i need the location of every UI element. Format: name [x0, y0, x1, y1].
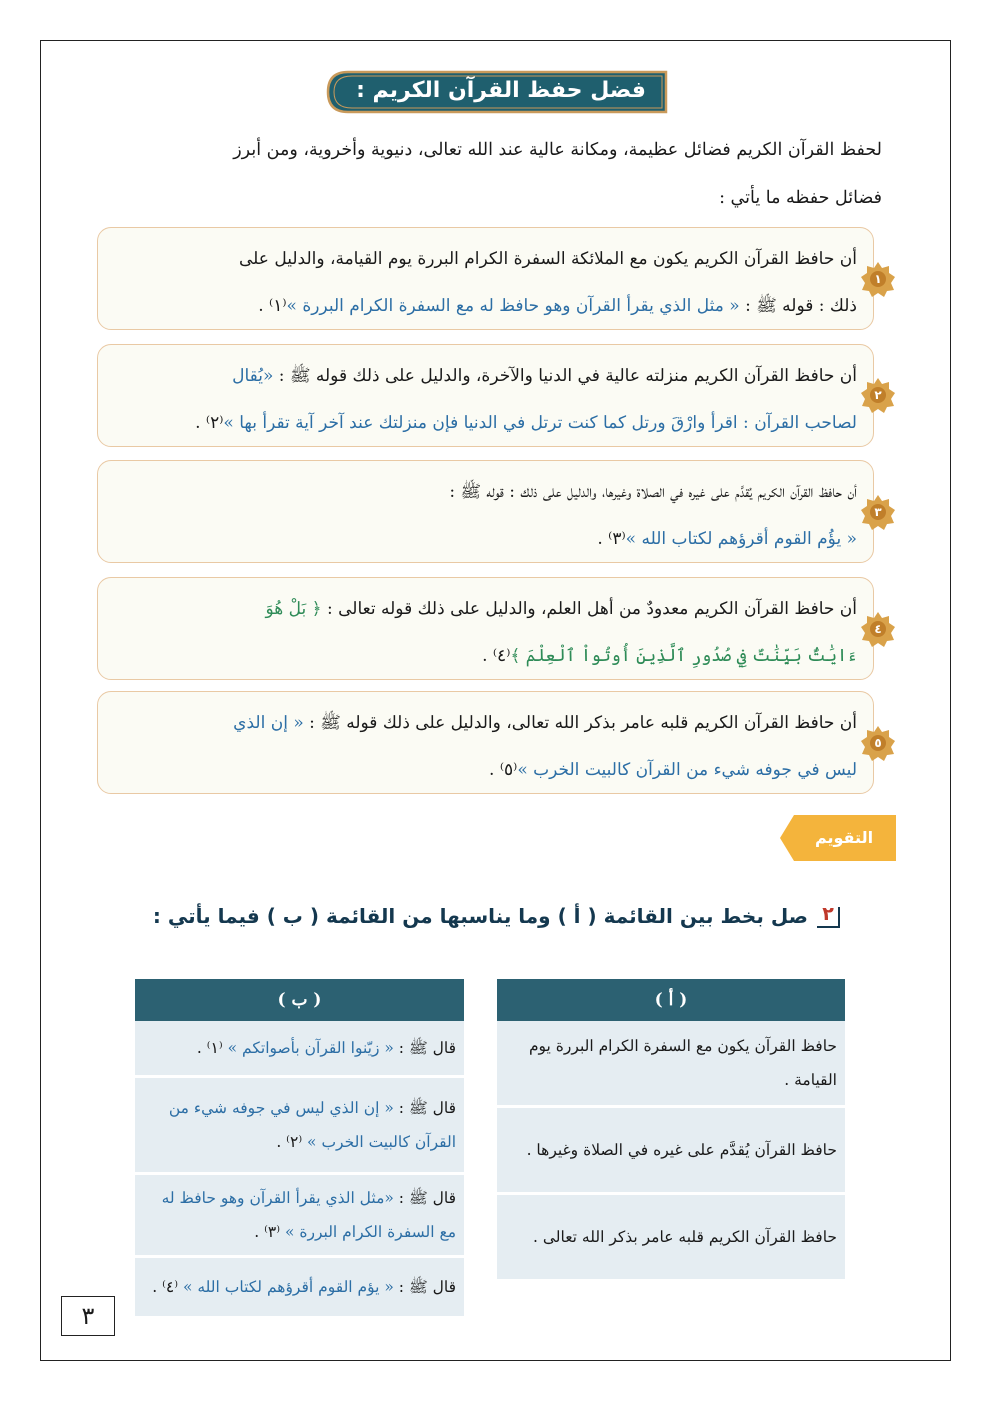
virtue-card-3 — [97, 460, 874, 563]
virtue-4-footnote: ⁽٤⁾ . — [482, 646, 511, 666]
list-b-item-1-footnote: ⁽١⁾ . — [196, 1039, 228, 1057]
list-b-item-4-footnote: ⁽٤⁾ . — [152, 1278, 183, 1296]
virtue-2-hadith-end: لصاحب القرآن : اقرأ وارْقَ ورتل كما كنت ترتل في الدنيا فإن منزلتك عند آخر آية تقرأ بها » — [223, 413, 857, 433]
medal-icon-4 — [860, 611, 896, 647]
question-text: صل بخط بين القائمة ( أ ) وما يناسبها من القائمة ( ب ) فيما يأتي : — [152, 904, 808, 928]
virtue-1-hadith: « مثل الذي يقرأ القرآن وهو حافظ له مع السفرة الكرام البررة » — [286, 296, 740, 316]
list-b-item-3-quote: «مثل الذي يقرأ القرآن وهو حافظ له مع السفرة الكرام البررة » — [161, 1189, 456, 1241]
virtue-2-line-1 — [110, 353, 857, 400]
list-a-item-3[interactable]: حافظ القرآن الكريم قلبه عامر بذكر الله تعالى . — [497, 1194, 845, 1281]
virtue-4-prefix: أن حافظ القرآن الكريم معدودٌ من أهل العلم، والدليل على ذلك قوله تعالى : — [321, 599, 857, 619]
virtue-4-verse-start: ﴿ بَلْ هُوَ — [265, 599, 322, 619]
virtue-3-footnote: ⁽٣⁾ . — [597, 529, 626, 549]
intro-paragraph — [96, 126, 882, 222]
medal-icon-5 — [860, 725, 896, 761]
medal-number-3: ٣ — [874, 505, 882, 519]
list-b-item-4-quote: « يؤم القوم أقرؤهم لكتاب الله » — [182, 1278, 394, 1296]
virtue-1-line-2 — [110, 283, 857, 330]
virtue-1-line-1: أن حافظ القرآن الكريم يكون مع الملائكة السفرة الكرام البررة يوم القيامة، والدليل على — [239, 249, 857, 269]
list-b-item-1-quote: « زيّنوا القرآن بأصواتكم » — [227, 1039, 394, 1057]
medal-icon-1 — [860, 261, 896, 297]
list-b-item-1[interactable] — [135, 1021, 464, 1077]
virtue-card-2 — [97, 344, 874, 447]
virtue-2-footnote: ⁽٢⁾ . — [195, 413, 224, 433]
virtue-5-footnote: ⁽٥⁾ . — [489, 760, 518, 780]
virtue-5-prefix: أن حافظ القرآن الكريم قلبه عامر بذكر الله تعالى، والدليل على ذلك قوله ﷺ : — [303, 713, 857, 733]
list-b-item-2-prefix: قال ﷺ : — [393, 1099, 456, 1117]
medal-number-2: ٢ — [874, 388, 882, 402]
list-b-header: ( ب ) — [135, 979, 464, 1021]
virtue-4-line-2 — [110, 633, 857, 680]
medal-icon-3 — [860, 494, 896, 530]
list-b-item-4[interactable] — [135, 1257, 464, 1318]
list-b-item-4-prefix: قال ﷺ : — [393, 1278, 456, 1296]
list-a-table — [497, 979, 845, 1282]
virtue-5-line-2 — [110, 747, 857, 794]
page-title: فضل حفظ القرآن الكريم : — [356, 78, 646, 103]
virtue-2-line-2 — [110, 400, 857, 447]
virtue-card-5 — [97, 691, 874, 794]
page-number: ٣ — [61, 1296, 115, 1336]
section-tab-label: التقويم — [814, 828, 874, 847]
virtue-3-line-2 — [110, 516, 857, 563]
list-b-table — [135, 979, 464, 1319]
intro-line-1: لحفظ القرآن الكريم فضائل عظيمة، ومكانة عالية عند الله تعالى، دنيوية وأخروية، ومن أبرز — [233, 140, 882, 160]
virtue-3-hadith: « يؤُم القوم أقرؤهم لكتاب الله » — [625, 529, 857, 549]
medal-number-4: ٤ — [874, 622, 882, 636]
virtue-3-line-1: أن حافظ القرآن الكريم يُقدَّم على غيره في الصلاة وغيرها، والدليل على ذلك : قوله ﷺ : — [449, 482, 857, 502]
list-a-header: ( أ ) — [497, 979, 845, 1021]
medal-number-5: ٥ — [874, 736, 882, 750]
title-banner — [326, 70, 668, 114]
virtue-2-prefix: أن حافظ القرآن الكريم منزلته عالية في الدنيا والآخرة، والدليل على ذلك قوله ﷺ : — [273, 366, 857, 386]
virtue-5-hadith-end: ليس في جوفه شيء من القرآن كالبيت الخرب » — [517, 760, 857, 780]
virtue-2-hadith-start: «يُقال — [232, 366, 274, 386]
list-a-item-2[interactable]: حافظ القرآن يُقدَّم على غيره في الصلاة وغيرها . — [497, 1107, 845, 1194]
medal-number-1: ١ — [874, 272, 882, 286]
list-b-item-3[interactable] — [135, 1174, 464, 1257]
virtue-5-hadith-start: « إن الذي — [233, 713, 304, 733]
question-number: ٢ — [822, 903, 834, 925]
list-a-item-1[interactable]: حافظ القرآن يكون مع السفرة الكرام البررة يوم القيامة . — [497, 1021, 845, 1107]
virtue-1-footnote: ⁽١⁾ . — [258, 296, 287, 316]
virtue-card-4 — [97, 577, 874, 680]
virtue-4-line-1 — [110, 586, 857, 633]
list-b-item-2-quote: « إن الذي ليس في جوفه شيء من القرآن كالبيت الخرب » — [168, 1099, 456, 1151]
list-b-item-3-footnote: ⁽٣⁾ . — [254, 1223, 285, 1241]
virtue-4-verse-end: ءَايَٰتٌۢ بَيِّنَٰتٌ فِي صُدُورِ ٱلَّذِينَ أُوتُواْ ٱلْعِلْمَ ﴾ — [510, 646, 857, 666]
list-b-item-3-prefix: قال ﷺ : — [393, 1189, 456, 1207]
virtue-card-1 — [97, 227, 874, 330]
virtue-5-line-1 — [110, 700, 857, 747]
medal-icon-2 — [860, 377, 896, 413]
list-b-item-1-prefix: قال ﷺ : — [393, 1039, 456, 1057]
list-b-item-2-footnote: ⁽٢⁾ . — [276, 1133, 308, 1151]
intro-line-2: فضائل حفظه ما يأتي : — [719, 188, 882, 208]
list-b-item-2[interactable] — [135, 1077, 464, 1174]
virtue-1-prefix: ذلك : قوله ﷺ : — [739, 296, 857, 316]
